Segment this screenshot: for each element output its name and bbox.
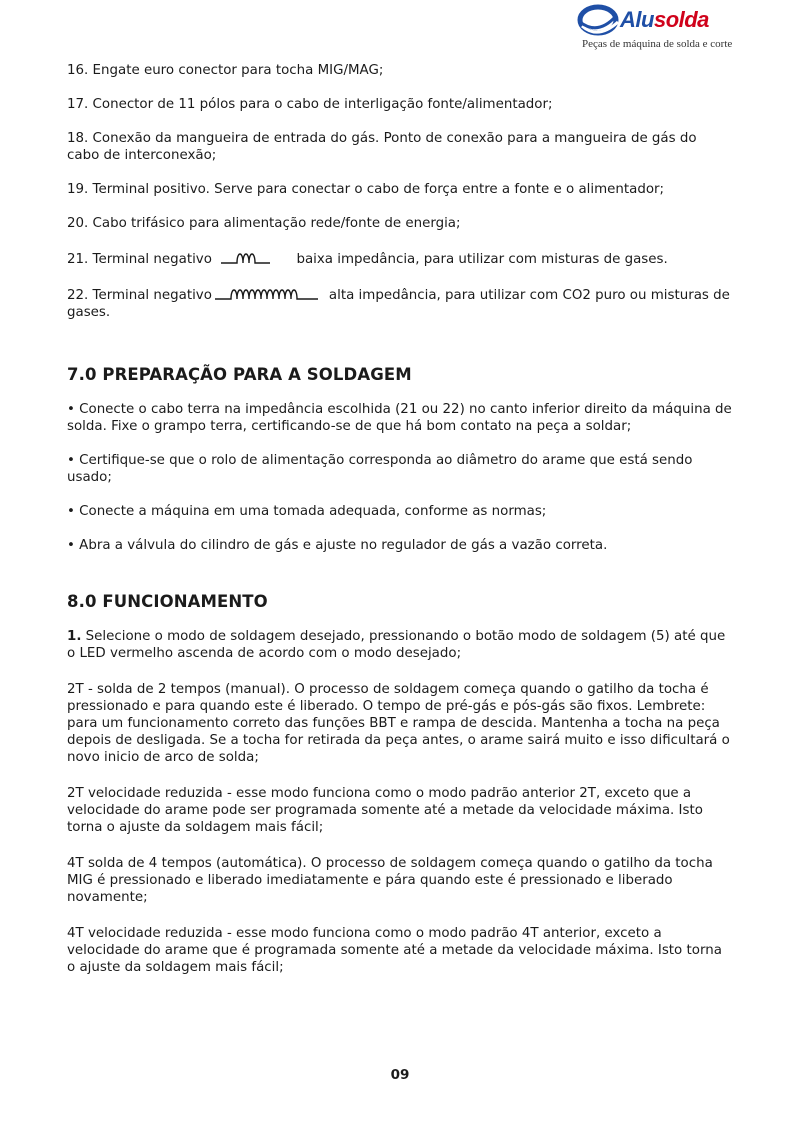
paragraph: 4T velocidade reduzida - esse modo funciona como o modo padrão 4T anterior, exceto a velocidade do arame que é programada somente até a metade da velocidade máxima. Isto torna o ajuste da soldagem mais fácil; [67, 926, 722, 975]
list-item: 16. Engate euro conector para tocha MIG/MAG; [67, 63, 384, 78]
list-item: 18. Conexão da mangueira de entrada do gás. Ponto de conexão para a mangueira de gás do cabo de interconexão; [67, 131, 697, 163]
page-content [67, 62, 732, 995]
section-heading-operation: 8.0 FUNCIONAMENTO [67, 592, 268, 611]
high-impedance-coil-icon [214, 285, 326, 301]
logo-tagline: Peças de máquina de solda e corte [582, 38, 733, 50]
bullet-item: • Abra a válvula do cilindro de gás e ajuste no regulador de gás a vazão correta. [67, 538, 608, 553]
list-item: 17. Conector de 11 pólos para o cabo de interligação fonte/alimentador; [67, 97, 553, 112]
paragraph: 2T - solda de 2 tempos (manual). O processo de soldagem começa quando o gatilho da tocha é pressionado e para quando este é liberado. O tempo de pré-gás e pós-gás são fixos. Lembrete: para um funcionamento correto das funções BBT e rampa de descida. Mantenha a tocha na peça depois de desligada. Se a tocha for retirada da peça antes, o arame sairá muito e isso dificultará o novo inicio de arco de solda; [67, 682, 730, 765]
bullet-item: • Certifique-se que o rolo de alimentação corresponda ao diâmetro do arame que está sendo usado; [67, 453, 693, 485]
list-item: 20. Cabo trifásico para alimentação rede/fonte de energia; [67, 216, 461, 231]
paragraph: 1. Selecione o modo de soldagem desejado, pressionando o botão modo de soldagem (5) até que o LED vermelho ascenda de acordo com o modo desejado; [67, 629, 726, 661]
bullet-item: • Conecte a máquina em uma tomada adequada, conforme as normas; [67, 504, 547, 519]
paragraph: 2T velocidade reduzida - esse modo funciona como o modo padrão anterior 2T, exceto que a velocidade do arame pode ser programada somente até a metade da velocidade máxima. Isto torna o ajuste da soldagem mais fácil; [67, 786, 703, 835]
page-number: 09 [390, 1067, 410, 1083]
logo-wordmark: Alusolda [620, 7, 709, 32]
brand-logo [574, 2, 774, 52]
low-impedance-coil-icon [220, 249, 288, 265]
paragraph: 4T solda de 4 tempos (automática). O processo de soldagem começa quando o gatilho da tocha MIG é pressionado e liberado imediatamente e pára quando este é pressionado e liberado novamente; [67, 856, 713, 905]
alusolda-swoosh-icon [576, 2, 624, 38]
list-item: 21. Terminal negativo baixa impedância, para utilizar com misturas de gases. [67, 249, 732, 268]
list-item: 22. Terminal negativo alta impedância, para utilizar com CO2 puro ou misturas de gases. [67, 285, 732, 321]
section-heading-preparation: 7.0 PREPARAÇÃO PARA A SOLDAGEM [67, 365, 412, 384]
bullet-item: • Conecte o cabo terra na impedância escolhida (21 ou 22) no canto inferior direito da máquina de solda. Fixe o grampo terra, certificando-se de que há bom contato na peça a soldar; [67, 402, 732, 434]
list-item: 19. Terminal positivo. Serve para conectar o cabo de força entre a fonte e o alimentador; [67, 182, 665, 197]
